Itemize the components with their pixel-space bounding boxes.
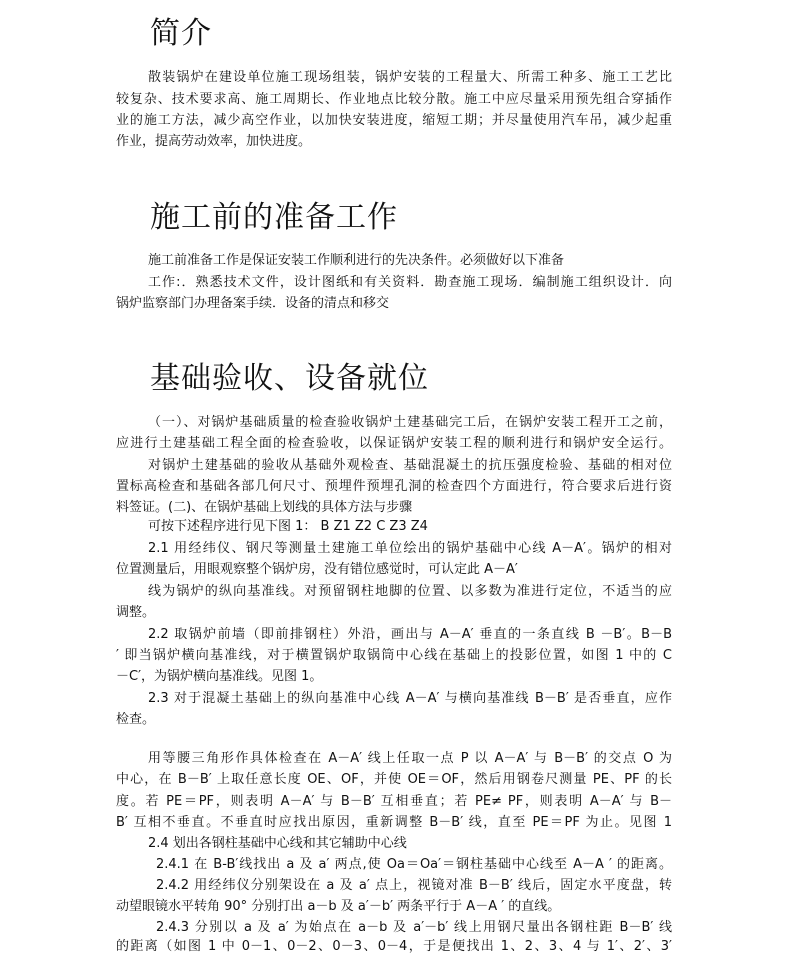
paragraph-line: 2.4.1 在 B-B′线找出 a 及 a′ 两点,使 Oa＝Oa′＝钢柱基础中心线至 A－A ′ 的距离。	[156, 857, 672, 872]
paragraph-line: 2.1 用经纬仪、钢尺等测量土建施工单位绘出的锅炉基础中心线 A－A′。锅炉的相对	[148, 541, 672, 556]
paragraph-line: 度。若 PE＝PF，则表明 A－A′ 与 B－B′ 互相垂直；若 PE≠ PF，则表明 A－A′ 与 B－	[116, 794, 672, 809]
paragraph-line: 的距离（如图 1 中 0－1、0－2、0－3、0－4，于是便找出 1、2、3、4 与 1′、2′、3′	[116, 939, 672, 954]
paragraph-line: （一）、对锅炉基础质量的检查验收锅炉土建基础完工后，在锅炉安装工程开工之前，	[148, 415, 672, 430]
paragraph-line: 2.4 划出各钢柱基础中心线和其它辅助中心线	[148, 836, 407, 851]
paragraph-line: 可按下述程序进行见下图 1： B Z1 Z2 C Z3 Z4	[148, 519, 428, 534]
paragraph-line: 线为锅炉的纵向基准线。对预留钢柱地脚的位置、以多数为准进行定位，不适当的应	[148, 584, 672, 599]
paragraph-line: 2.3 对于混凝土基础上的纵向基准中心线 A－A′ 与横向基准线 B－B′ 是否垂直，应作	[148, 691, 672, 706]
paragraph-line: 作业，提高劳动效率，加快进度。	[116, 134, 312, 149]
paragraph-line: 较复杂、技术要求高、施工周期长、作业地点比较分散。施工中应尽量采用预先组合穿插作	[116, 92, 672, 107]
paragraph-line: 对锅炉土建基础的验收从基础外观检查、基础混凝土的抗压强度检验、基础的相对位	[148, 458, 672, 473]
heading-prep: 施工前的准备工作	[150, 200, 398, 235]
paragraph-line: 用等腰三角形作具体检查在 A－A′ 线上任取一点 P 以 A－A′ 与 B－B′ 的交点 O 为	[148, 751, 672, 766]
paragraph-line: －C′，为锅炉横向基准线。见图 1。	[116, 669, 323, 684]
paragraph-line: 2.4.2 用经纬仪分别架设在 a 及 a′ 点上，视镜对准 B－B′ 线后，固定水平度盘，转	[156, 878, 672, 893]
heading-foundation: 基础验收、设备就位	[150, 361, 429, 396]
paragraph-line: 料签证。(二)、在锅炉基础上划线的具体方法与步骤	[116, 500, 413, 515]
paragraph-line: 检查。	[116, 712, 156, 727]
paragraph-line: 应进行土建基础工程全面的检查验收，以保证锅炉安装工程的顺利进行和锅炉安全运行。	[116, 436, 672, 451]
paragraph-line: 工作:．熟悉技术文件，设计图纸和有关资料．勘查施工现场．编制施工组织设计．向	[148, 275, 672, 290]
paragraph-line: 散装锅炉在建设单位施工现场组装，锅炉安装的工程量大、所需工种多、施工工艺比	[148, 70, 672, 85]
paragraph-line: 位置测量后，用眼观察整个锅炉房，没有错位感觉时，可认定此 A－A′	[116, 562, 518, 577]
paragraph-line: 施工前准备工作是保证安装工作顺利进行的先决条件。必须做好以下准备	[148, 253, 565, 268]
paragraph-line: 业的施工方法，减少高空作业，以加快安装进度，缩短工期；并尽量使用汽车吊，减少起重	[116, 113, 672, 128]
paragraph-line: 动望眼镜水平转角 90° 分别打出 a－b 及 a′－b′ 两条平行于 A－A ′ 的直线。	[116, 899, 561, 914]
paragraph-line: 2.2 取锅炉前墙（即前排钢柱）外沿，画出与 A－A′ 垂直的一条直线 B －B′。B－B	[148, 627, 672, 642]
heading-intro: 简介	[150, 16, 212, 51]
paragraph-line: 调整。	[116, 605, 156, 620]
paragraph-line: 2.4.3 分别以 a 及 a′ 为始点在 a－b 及 a′－b′ 线上用钢尺量出各钢柱距 B－B′ 线	[156, 920, 672, 935]
paragraph-line: 锅炉监察部门办理备案手续．设备的清点和移交	[116, 296, 390, 311]
paragraph-line: B′ 互相不垂直。不垂直时应找出原因，重新调整 B－B′ 线，直至 PE＝PF 为止。见图 1	[116, 815, 672, 830]
paragraph-line: 中心，在 B－B′ 上取任意长度 OE、OF，并使 OE＝OF，然后用钢卷尺测量 PE、PF 的长	[116, 772, 672, 787]
paragraph-line: 置标高检查和基础各部几何尺寸、预埋件预埋孔洞的检查四个方面进行，符合要求后进行资	[116, 479, 672, 494]
paragraph-line: ′ 即当锅炉横向基准线，对于横置锅炉取锅筒中心线在基础上的投影位置，如图 1 中的 C	[116, 648, 672, 663]
